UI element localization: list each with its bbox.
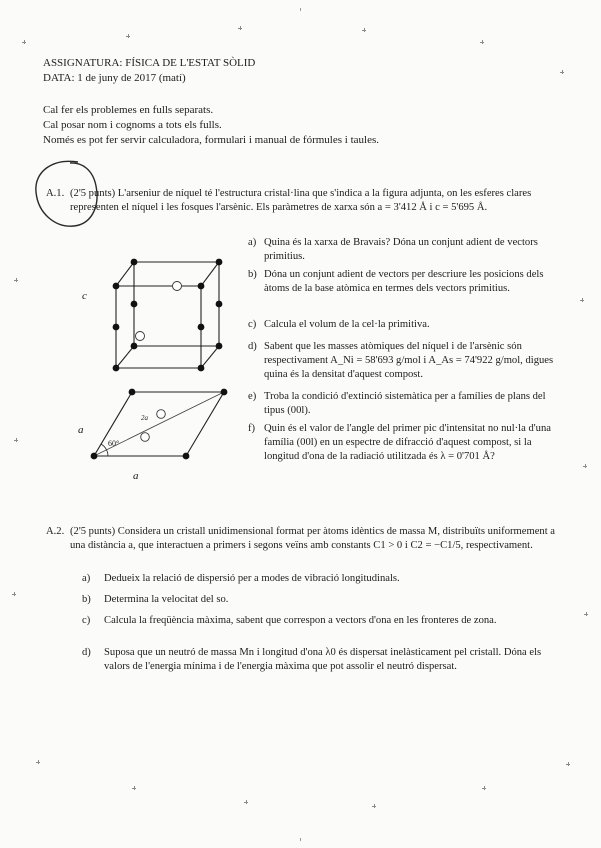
as-atom [183, 453, 190, 460]
part-text: Dedueix la relació de dispersió per a modes de vibració longitudinals. [104, 573, 400, 584]
subject-line: ASSIGNATURA: FÍSICA DE L'ESTAT SÒLID [43, 57, 256, 69]
registration-mark [244, 800, 248, 804]
part-label: c) [248, 319, 257, 330]
ni-atom [136, 332, 145, 341]
registration-mark [22, 40, 26, 44]
as-atom [198, 283, 205, 290]
as-atom [198, 324, 205, 331]
part-text: Calcula la freqüència màxima, sabent que correspon a vectors d'ona en les fronteres de zona. [104, 615, 497, 626]
part-label: d) [248, 341, 257, 352]
registration-mark [580, 298, 584, 302]
ni-atom [141, 433, 150, 442]
registration-mark [372, 804, 376, 808]
as-atom [216, 301, 223, 308]
part-text: Dóna un conjunt adient de vectors per descriure les posicions dels àtoms de la base atòmica en termes dels vectors primitius. [264, 269, 544, 295]
part-label: a) [82, 573, 91, 584]
as-atom [216, 259, 223, 266]
as-atom [198, 365, 205, 372]
as-atom [221, 389, 228, 396]
instruction-line: Cal fer els problemes en fulls separats. [43, 104, 214, 116]
registration-mark [482, 786, 486, 790]
part-label: b) [82, 594, 91, 605]
label-a-side: a [78, 424, 84, 436]
ni-atom [157, 410, 166, 419]
problem2-number: A.2. [46, 526, 65, 537]
as-atom [113, 324, 120, 331]
part-text: Determina la velocitat del so. [104, 594, 229, 605]
registration-mark [238, 26, 242, 30]
registration-mark [584, 612, 588, 616]
part-text: Quina és la xarxa de Bravais? Dóna un conjunt adient de vectors primitius. [264, 237, 538, 263]
registration-mark [560, 70, 564, 74]
problem1-number: A.1. [46, 188, 65, 199]
part-text: Sabent que les masses atòmiques del níquel i de l'arsènic són respectivament A_Ni = 58'693 g/mol i A_As = 74'922 g/mol, digues quina és la densitat d'aquest compost. [264, 341, 554, 381]
registration-mark [14, 438, 18, 442]
registration-mark [14, 278, 18, 282]
crystal-structure-figure [74, 234, 250, 496]
registration-mark [480, 40, 484, 44]
part-text: Calcula el volum de la cel·la primitiva. [264, 319, 430, 330]
registration-mark [126, 34, 130, 38]
instruction-line: Només es pot fer servir calculadora, formulari i manual de fórmules i taules. [43, 134, 379, 146]
as-atom [113, 365, 120, 372]
as-atom [216, 343, 223, 350]
as-atom [131, 259, 138, 266]
part-label: e) [248, 391, 257, 402]
label-a-bottom: a [133, 470, 139, 482]
registration-mark [12, 592, 16, 596]
problem1-intro: (2'5 punts) L'arseniur de níquel té l'estructura cristal·lina que s'indica a la figura adjunta, on les esferes clares representen el níquel i les fosques l'arsènic. Els paràmetres de xarxa són a = 3'412 Å i c = 5'695 Å. [70, 188, 532, 214]
as-atom [129, 389, 136, 396]
as-atom [131, 343, 138, 350]
part-text: Quin és el valor de l'angle del primer pic d'intensitat no nul·la d'una família (00l) en un espectre de difracció d'aquest compost, si la longitud d'ona de la radiació utilitzada és λ = 0'701 Å? [264, 423, 551, 463]
instruction-line: Cal posar nom i cognoms a tots els fulls. [43, 119, 222, 131]
registration-mark [36, 760, 40, 764]
label-angle: 60° [108, 439, 120, 448]
registration-mark [362, 28, 366, 32]
registration-mark [300, 8, 301, 11]
ni-atom [173, 282, 182, 291]
part-label: f) [248, 423, 256, 434]
label-c: c [82, 290, 87, 302]
as-atom [113, 283, 120, 290]
part-label: c) [82, 615, 91, 626]
part-text: Suposa que un neutró de massa Mn i longitud d'ona λ0 és dispersat inelàsticament pel cristall. Dóna els valors de l'energia mínima i de l'energia màxima que pot assolir el neutró dispersat. [104, 647, 542, 673]
problem2-intro: (2'5 punts) Considera un cristall unidimensional format per àtoms idèntics de massa M, distribuïts uniformement a una distància a, que interactuen a primers i segons veïns amb constants C1 > 0 i C2 = −C1/5, respectivament. [70, 526, 556, 552]
part-label: d) [82, 647, 91, 658]
as-atom [91, 453, 98, 460]
registration-mark [566, 762, 570, 766]
date-line: DATA: 1 de juny de 2017 (matí) [43, 72, 186, 84]
label-diagonal: 2a [141, 414, 148, 422]
registration-mark [300, 838, 301, 841]
registration-mark [132, 786, 136, 790]
part-label: b) [248, 269, 257, 280]
part-text: Troba la condició d'extinció sistemàtica per a famílies de plans del tipus (00l). [264, 391, 546, 417]
part-label: a) [248, 237, 257, 248]
registration-mark [583, 464, 587, 468]
as-atom [131, 301, 138, 308]
